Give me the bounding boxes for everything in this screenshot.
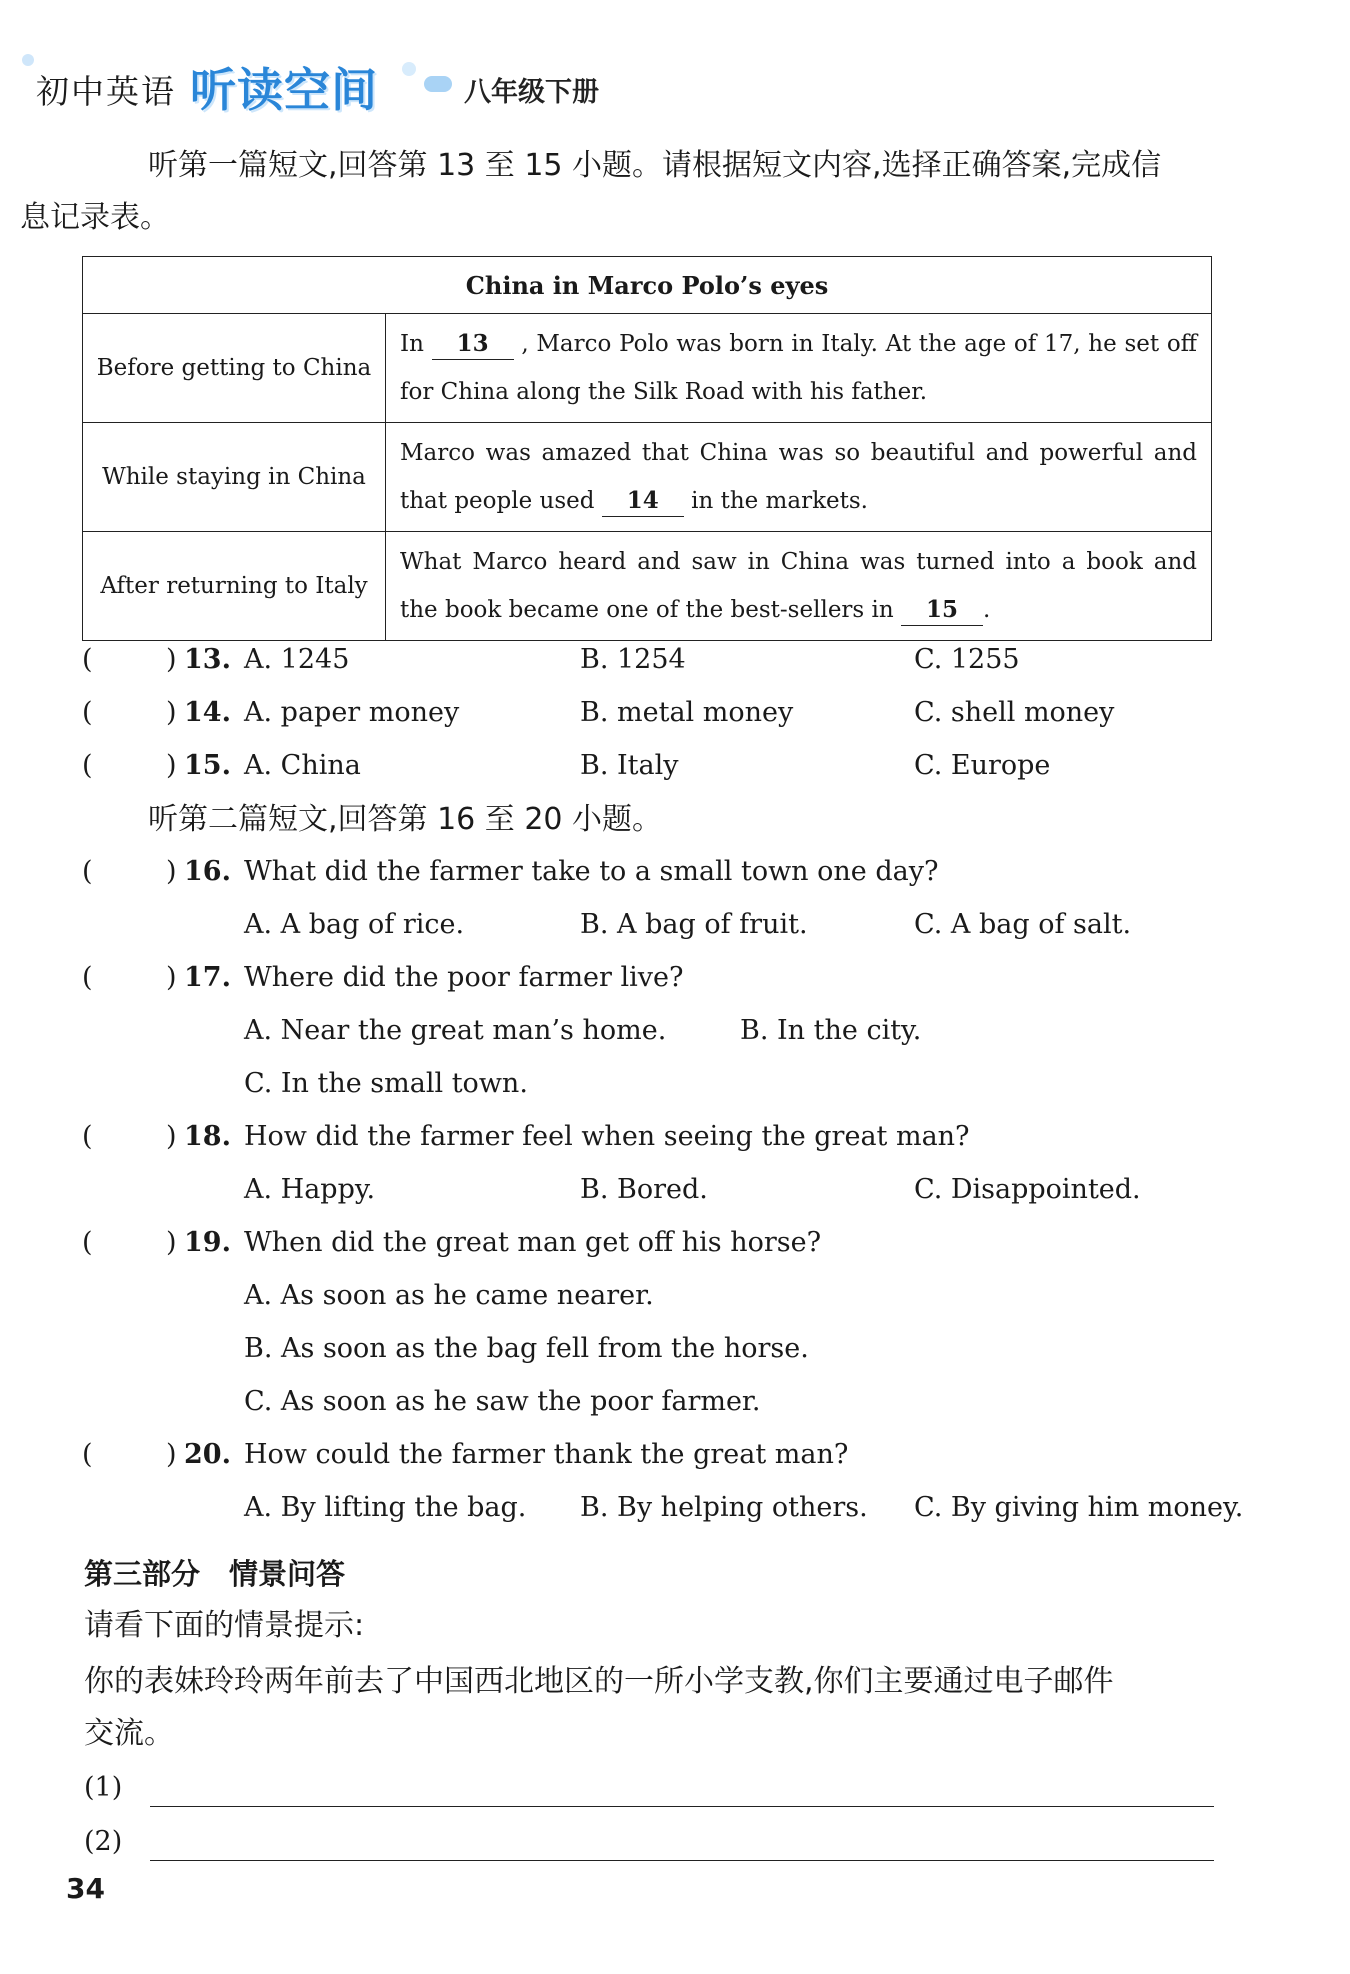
series-title: 初中英语 — [36, 72, 176, 111]
stage-cell: After returning to Italy — [83, 532, 386, 641]
table-row — [83, 423, 1212, 532]
question-16: ( ) 16. What did the farmer take to a small town one day? — [82, 856, 939, 887]
option-a: A. Happy. — [244, 1174, 376, 1205]
question-18: ( ) 18. How did the farmer feel when seeing the great man? — [82, 1121, 970, 1152]
blank-14: 14 — [602, 486, 684, 517]
stage-cell: While staying in China — [83, 423, 386, 532]
table-row — [83, 314, 1212, 423]
option-a: A. paper money — [244, 697, 460, 728]
answer-line-2[interactable]: (2) — [84, 1826, 122, 1857]
option-c: C. 1255 — [914, 644, 1020, 675]
option-a: A. 1245 — [244, 644, 350, 675]
desc-cell: What Marco heard and saw in China was turned into a book and the book became one of the best-sellers in 15 . — [386, 532, 1212, 641]
question-20: ( ) 20. How could the farmer thank the great man? — [82, 1439, 849, 1470]
option-b: B. As soon as the bag fell from the horse. — [244, 1333, 809, 1364]
option-a: A. China — [244, 750, 361, 781]
instruction-part1: 听第一篇短文,回答第 13 至 15 小题。请根据短文内容,选择正确答案,完成信 息记录表。 — [20, 148, 1162, 235]
grade-label: 八年级下册 — [464, 77, 599, 108]
decor-arrow-icon — [424, 76, 452, 92]
desc-cell: Marco was amazed that China was so beautiful and powerful and that people used 14 in the markets. — [386, 423, 1212, 532]
answer-line-1[interactable]: (1) — [84, 1772, 122, 1803]
option-b: B. Italy — [580, 750, 679, 781]
table-row — [83, 532, 1212, 641]
option-c: C. By giving him money. — [914, 1492, 1244, 1523]
option-b: B. 1254 — [580, 644, 686, 675]
table-title: China in Marco Polo’s eyes — [83, 257, 1212, 314]
question-15: ( ) 15. — [82, 750, 231, 781]
scenario-text: 你的表妹玲玲两年前去了中国西北地区的一所小学支教,你们主要通过电子邮件 交流。 — [84, 1664, 1114, 1751]
option-b: B. By helping others. — [580, 1492, 868, 1523]
option-a: A. Near the great man’s home. — [244, 1015, 667, 1046]
question-14: ( ) 14. — [82, 697, 231, 728]
question-19: ( ) 19. When did the great man get off his horse? — [82, 1227, 822, 1258]
option-c: C. A bag of salt. — [914, 909, 1132, 940]
stage-cell: Before getting to China — [83, 314, 386, 423]
question-17: ( ) 17. Where did the poor farmer live? — [82, 962, 684, 993]
option-b: B. In the city. — [740, 1015, 922, 1046]
option-c: C. In the small town. — [244, 1068, 528, 1099]
option-a: A. By lifting the bag. — [244, 1492, 527, 1523]
decor-bubble — [402, 62, 416, 76]
option-b: B. A bag of fruit. — [580, 909, 808, 940]
blank-15: 15 — [901, 595, 983, 626]
instruction-part2: 听第二篇短文,回答第 16 至 20 小题。 — [148, 802, 663, 837]
question-13: ( ) 13. — [82, 644, 231, 675]
desc-cell: In 13 , Marco Polo was born in Italy. At the age of 17, he set off for China along the Silk Road with his father. — [386, 314, 1212, 423]
option-c: C. Europe — [914, 750, 1051, 781]
option-b: B. Bored. — [580, 1174, 708, 1205]
page-header — [22, 48, 662, 128]
option-a: A. As soon as he came nearer. — [244, 1280, 654, 1311]
scenario-prompt: 请看下面的情景提示: — [84, 1608, 365, 1643]
option-c: C. shell money — [914, 697, 1115, 728]
brand-logo: 听读空间 — [190, 63, 378, 117]
option-b: B. metal money — [580, 697, 794, 728]
page-number: 34 — [66, 1872, 105, 1905]
option-c: C. Disappointed. — [914, 1174, 1141, 1205]
decor-bubble — [22, 54, 34, 66]
option-c: C. As soon as he saw the poor farmer. — [244, 1386, 761, 1417]
option-a: A. A bag of rice. — [244, 909, 465, 940]
section-title: 第三部分 情景问答 — [84, 1557, 346, 1591]
blank-13: 13 — [432, 329, 514, 360]
info-table — [82, 256, 1212, 641]
